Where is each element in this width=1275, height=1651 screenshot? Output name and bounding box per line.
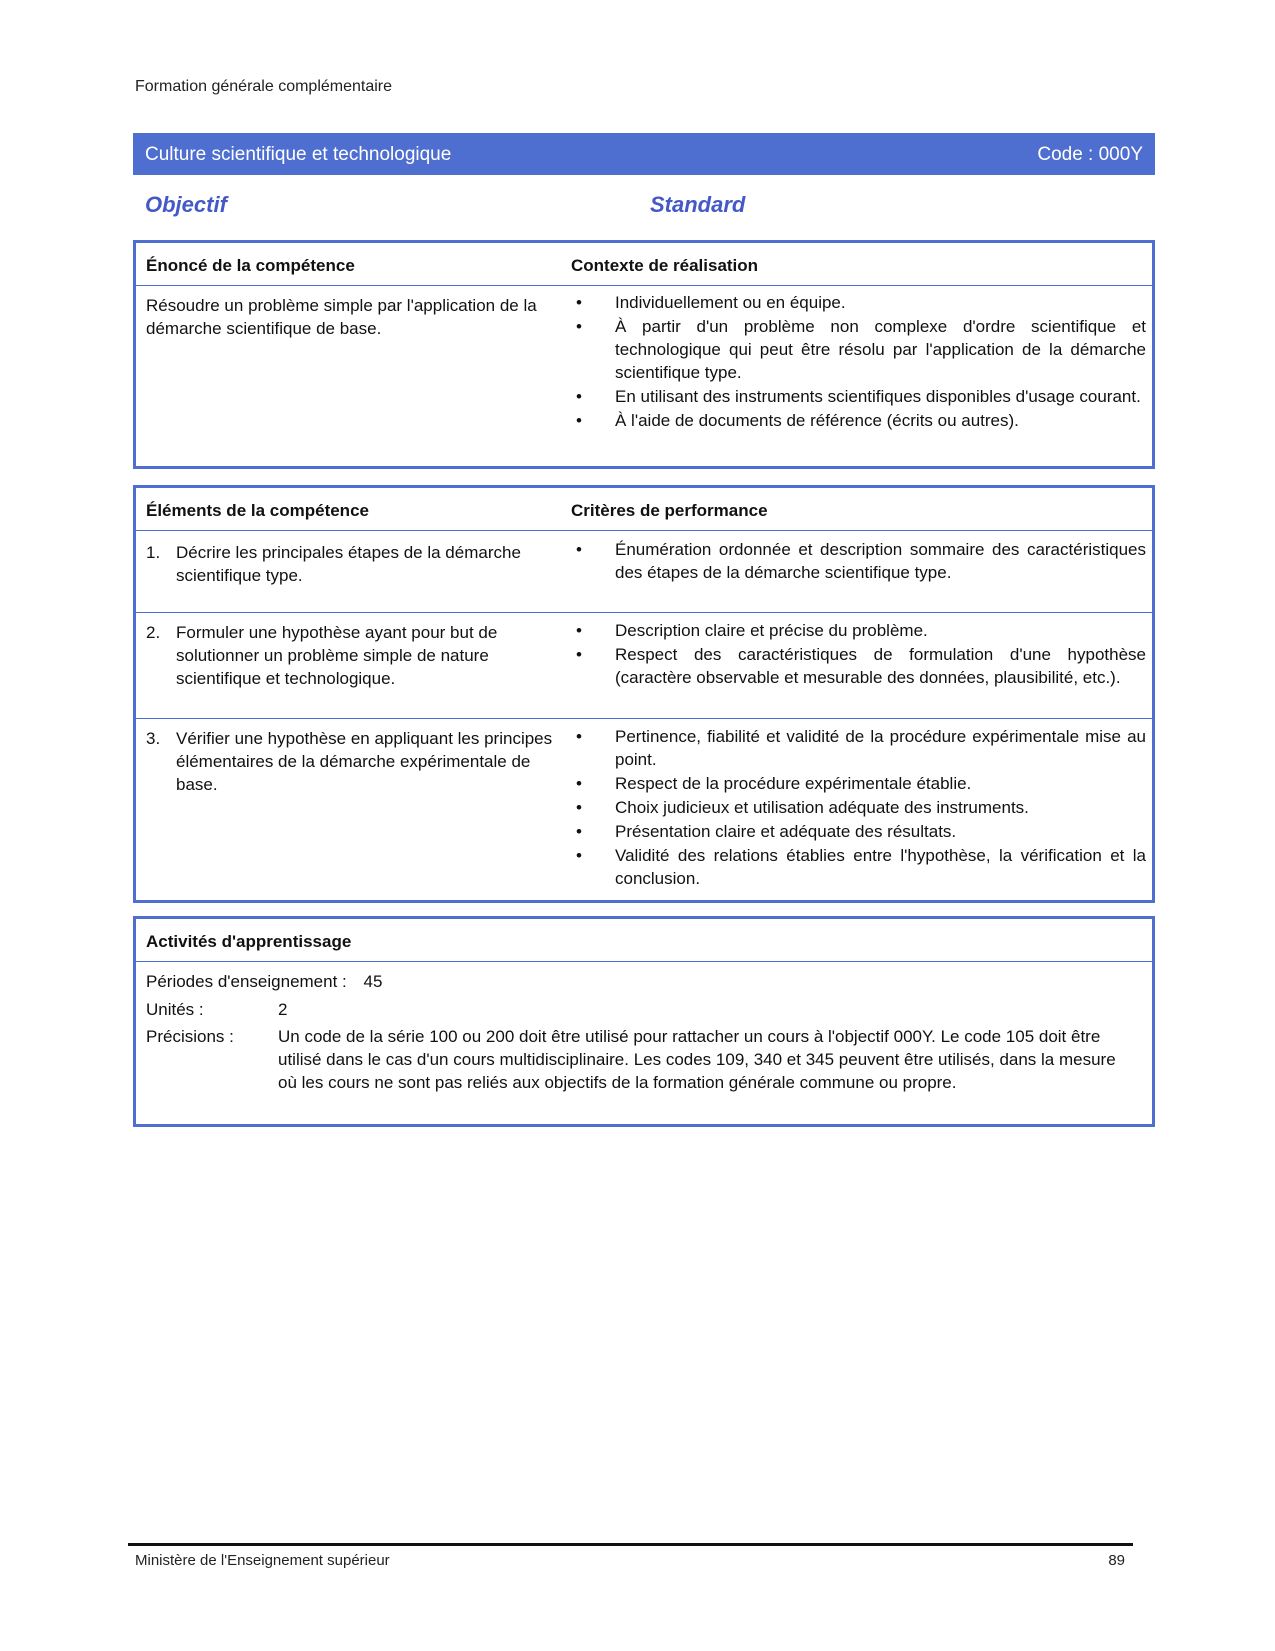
competence-header [136,243,1152,286]
element-item: 2. Formuler une hypothèse ayant pour but de solutionner un problème simple de nature scientifique et technologique. [146,623,498,688]
criteres-header-label: Critères de performance [571,501,768,520]
precisions-text: Un code de la série 100 ou 200 doit être utilisé pour rattacher un cours à l'objectif 000Y. Le code 105 doit être utilisé dans le cas d'un cours multidisciplinaire. Les codes 109, 340 et 345 peuvent être utilisés, dans la mesure où les cours ne sont pas reliés aux objectifs de la formation générale commune ou propre. [278,1027,1116,1092]
criteres-list [571,725,1146,890]
activites-box [133,916,1155,1127]
enonce-header: Énoncé de la compétence [146,256,355,275]
list-item: • Présentation claire et adéquate des résultats. [576,822,957,841]
list-item: • Choix judicieux et utilisation adéquate des instruments. [576,798,1029,817]
elements-header-label: Éléments de la compétence [146,501,369,520]
periodes-value: 45 [363,972,383,991]
elements-box [133,485,1155,903]
enonce-text: Résoudre un problème simple par l'application de la démarche scientifique de base. [146,296,537,338]
list-item: • Énumération ordonnée et description sommaire des caractéristiques des étapes de la démarche scientifique type. [576,540,1146,582]
list-item: • Description claire et précise du problème. [576,621,928,640]
page-number: 89 [1108,1552,1125,1569]
ministry-name: Ministère de l'Enseignement supérieur [135,1552,390,1569]
document-header: Formation générale complémentaire [135,78,393,95]
periodes-label: Périodes d'enseignement : [146,972,347,991]
contexte-header: Contexte de réalisation [571,256,759,275]
periodes-line [146,970,382,993]
list-item: • Pertinence, fiabilité et validité de la procédure expérimentale mise au point. [576,727,1146,769]
table-row [136,719,1152,899]
standard-label: Standard [650,192,746,217]
contexte-list [571,291,1146,432]
footer-divider [128,1543,1133,1546]
course-title-bar [133,133,1155,175]
list-item: • Respect des caractéristiques de formulation d'une hypothèse (caractère observable et mesurable des données, plausibilité, etc.). [576,645,1146,687]
unites-value: 2 [278,1000,288,1019]
element-item: 1. Décrire les principales étapes de la démarche scientifique type. [146,543,521,585]
course-name: Culture scientifique et technologique [145,143,452,165]
list-item: • Validité des relations établies entre l'hypothèse, la vérification et la conclusion. [576,846,1146,888]
objective-standard-row [145,193,1145,223]
competence-row [136,286,1152,466]
table-row [136,613,1152,719]
list-item: • En utilisant des instruments scientifiques disponibles d'usage courant. [576,387,1141,406]
list-item: • À l'aide de documents de référence (écrits ou autres). [576,411,1019,430]
criteres-list [571,619,1146,689]
list-item: • Individuellement ou en équipe. [576,293,846,312]
activites-header [136,919,1152,962]
page-footer [135,1549,1125,1572]
list-item: • Respect de la procédure expérimentale établie. [576,774,972,793]
table-row [136,531,1152,613]
activites-content [136,962,1152,1122]
unites-label: Unités : [146,1000,204,1019]
precisions-label: Précisions : [146,1027,234,1046]
criteres-list [571,538,1146,584]
unites-line [146,998,204,1021]
element-item: 3. Vérifier une hypothèse en appliquant les principes élémentaires de la démarche expérimentale de base. [146,729,553,794]
competence-box [133,240,1155,469]
objective-label: Objectif [145,192,227,217]
activites-header-label: Activités d'apprentissage [146,932,352,951]
list-item: • À partir d'un problème non complexe d'ordre scientifique et technologique qui peut être résolu par l'application de la démarche scientifique type. [576,317,1146,382]
course-code: Code : 000Y [1037,143,1143,165]
elements-header [136,488,1152,531]
